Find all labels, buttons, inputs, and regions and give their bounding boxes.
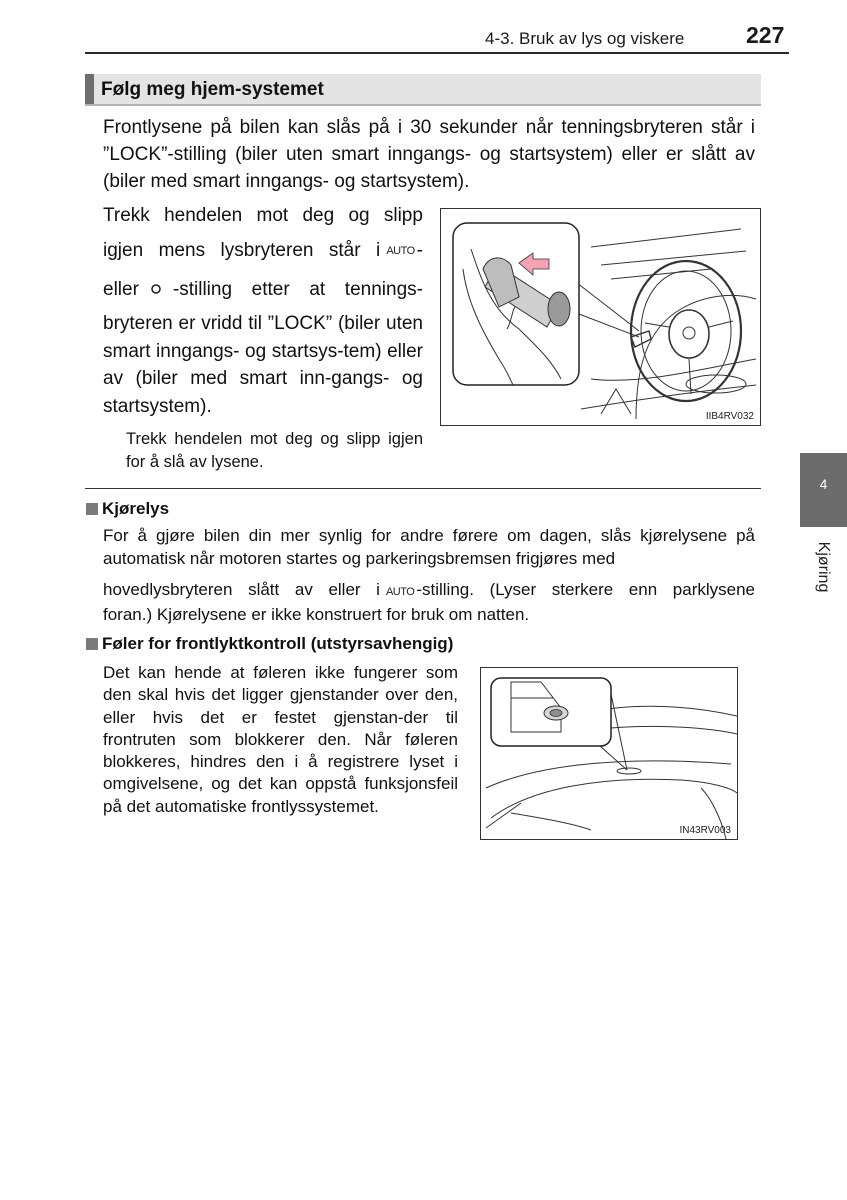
- chapter-label: Kjøring: [815, 541, 832, 593]
- figure-code: IN43RV003: [679, 825, 731, 836]
- word: -stilling: [172, 279, 233, 300]
- word: eller: [103, 279, 139, 300]
- lever-illustration: [440, 208, 761, 426]
- word: og: [348, 205, 370, 226]
- sensor-illustration: [480, 667, 738, 840]
- header-rule: [85, 52, 789, 54]
- intro-paragraph: Frontlysene på bilen kan slås på i 30 sekunder når tenningsbryteren står i ”LOCK”-stilling (biler uten smart inngangs- og startsystem) eller er slått av (biler med smart inngangs- og startsystem).: [103, 117, 755, 192]
- sensor-paragraph: Det kan hende at føleren ikke fungerer som den skal hvis det ligger gjenstander over den, eller hvis det er festet gjenstan-der til frontruten som blokkerer den. Når føleren blokkeres, hindres den i å registrere lyset i omgivelsene, og det kan oppstå funksjonsfeil på det automatiske frontlyssystemet.: [103, 663, 458, 816]
- auto-position-icon: AUTO: [385, 586, 415, 598]
- subsection-title: Føler for frontlyktkontroll (utstyrsavhengig): [102, 634, 454, 653]
- word: i: [376, 240, 381, 261]
- word: Trekk: [103, 205, 150, 226]
- word: at: [309, 279, 326, 300]
- word: står: [328, 240, 361, 261]
- section-heading-bar: [85, 74, 761, 106]
- hyphen: -: [416, 240, 423, 261]
- chapter-tab: [800, 453, 847, 527]
- section-title: 4-3. Bruk av lys og viskere: [485, 29, 685, 48]
- step-line-1: [103, 205, 423, 227]
- heading-accent: [85, 74, 94, 104]
- step-note: Trekk hendelen mot deg og slipp igjen for å slå av lysene.: [126, 430, 423, 471]
- sensor-drawing: [481, 668, 737, 839]
- subsection-title: Kjørelys: [102, 499, 170, 518]
- square-bullet-icon: [86, 638, 98, 650]
- step-line-2: [103, 240, 423, 262]
- subsection-heading: [86, 634, 453, 654]
- section-divider: [85, 488, 761, 489]
- step-line-3: [103, 279, 423, 301]
- figure-code: IIB4RV032: [705, 411, 754, 422]
- word: hendelen: [164, 205, 243, 226]
- word: tennings-: [344, 279, 423, 300]
- section-heading: Følg meg hjem-systemet: [101, 79, 324, 100]
- word: deg: [302, 205, 335, 226]
- headlight-position-icon: [139, 279, 173, 301]
- chapter-number: 4: [819, 476, 828, 492]
- drl-text: -stilling. (Lyser sterkere enn parklysene: [416, 580, 755, 599]
- subsection-heading: [86, 499, 169, 519]
- square-bullet-icon: [86, 503, 98, 515]
- drl-line-end: foran.) Kjørelysene er ikke konstruert for bruk om natten.: [103, 605, 530, 624]
- drl-text: hovedlysbryteren slått av eller i: [103, 580, 380, 599]
- lever-drawing: [441, 209, 760, 425]
- drl-paragraph: For å gjøre bilen din mer synlig for andre førere om dagen, slås kjørelysene på automatisk når motoren startes og parkeringsbremsen frigjøres med: [103, 526, 755, 568]
- word: igjen: [103, 240, 144, 261]
- word: mot: [256, 205, 289, 226]
- auto-position-icon: AUTO: [386, 245, 415, 257]
- word: mens: [158, 240, 206, 261]
- drl-line: [103, 578, 755, 604]
- word: etter: [251, 279, 290, 300]
- step-text: bryteren er vridd til ”LOCK” (biler uten smart inngangs- og startsys-tem) eller av (biler med smart inn-gangs- og startsystem).: [103, 313, 423, 417]
- word: slipp: [383, 205, 423, 226]
- page-number: 227: [746, 22, 785, 48]
- word: lysbryteren: [220, 240, 314, 261]
